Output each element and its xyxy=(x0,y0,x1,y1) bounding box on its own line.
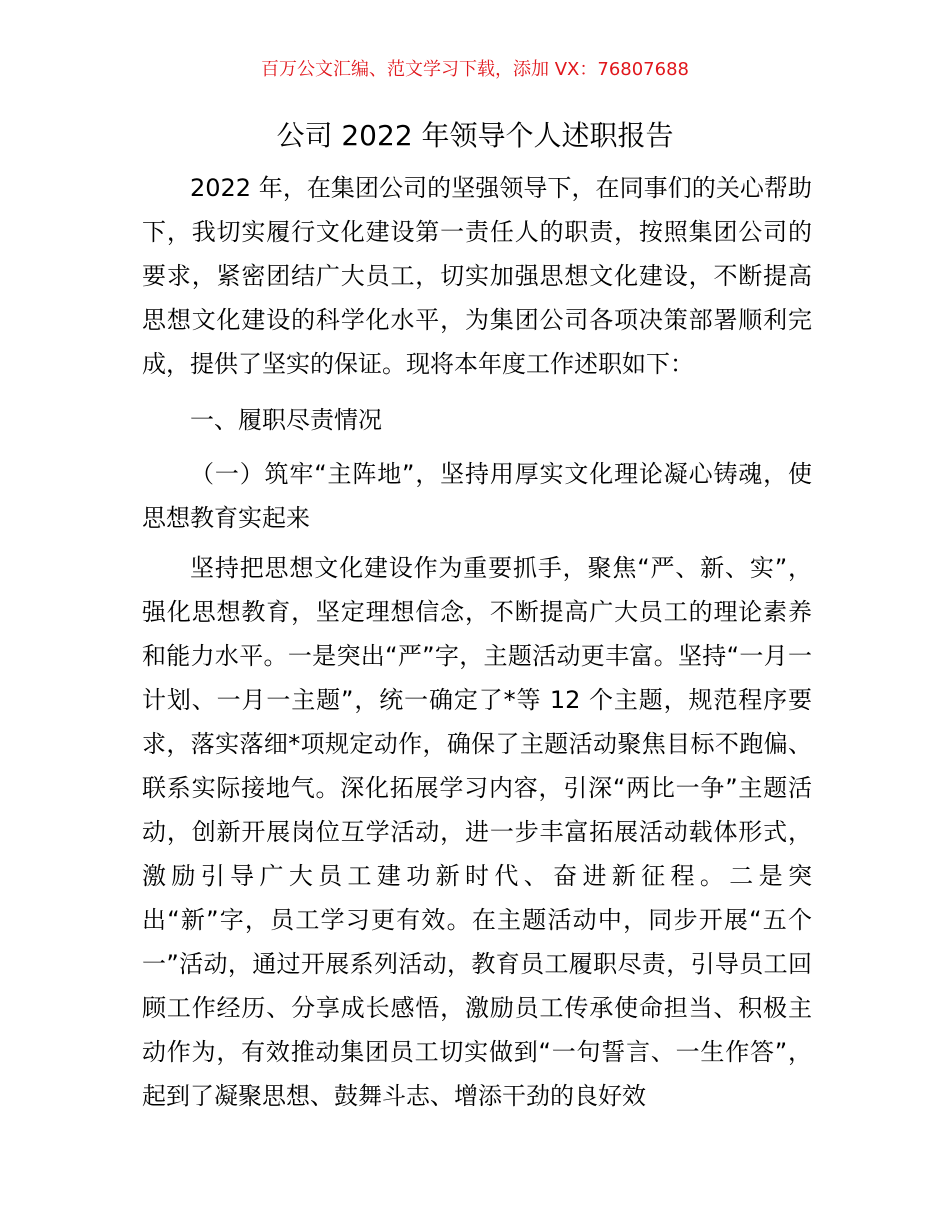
intro-paragraph: 2022 年，在集团公司的坚强领导下，在同事们的关心帮助下，我切实履行文化建设第一责任人的职责，按照集团公司的要求，紧密团结广大员工，切实加强思想文化建设，不断提高思想文化建设的科学化水平，为集团公司各项决策部署顺利完成，提供了坚实的保证。现将本年度工作述职如下： xyxy=(142,174,812,378)
document-title: 公司 2022 年领导个人述职报告 xyxy=(276,119,674,152)
section-heading: 一、履职尽责情况 xyxy=(190,406,382,434)
body-paragraph: 坚持把思想文化建设作为重要抓手，聚焦“严、新、实”，强化思想教育，坚定理想信念，不断提高广大员工的理论素养和能力水平。一是突出“严”字，主题活动更丰富。坚持“一月一计划、一月一主题”，统一确定了*等 12 个主题，规范程序要求，落实落细*项规定动作，确保了主题活动聚焦目标不跑偏、联系实际接地气。深化拓展学习内容，引深“两比一争”主题活动，创新开展岗位互学活动，进一步丰富拓展活动载体形式，激励引导广大员工建功新时代、奋进新征程。二是突出“新”字，员工学习更有效。在主题活动中，同步开展“五个一”活动，通过开展系列活动，教育员工履职尽责，引导员工回顾工作经历、分享成长感悟，激励员工传承使命担当、积极主动作为，有效推动集团员工切实做到“一句誓言、一生作答”，起到了凝聚思想、鼓舞斗志、增添干劲的良好效 xyxy=(142,554,812,1110)
subsection-heading: （一）筑牢“主阵地”，坚持用厚实文化理论凝心铸魂，使思想教育实起来 xyxy=(142,460,812,532)
download-watermark: 百万公文汇编、范文学习下载，添加 VX：76807688 xyxy=(261,59,689,80)
